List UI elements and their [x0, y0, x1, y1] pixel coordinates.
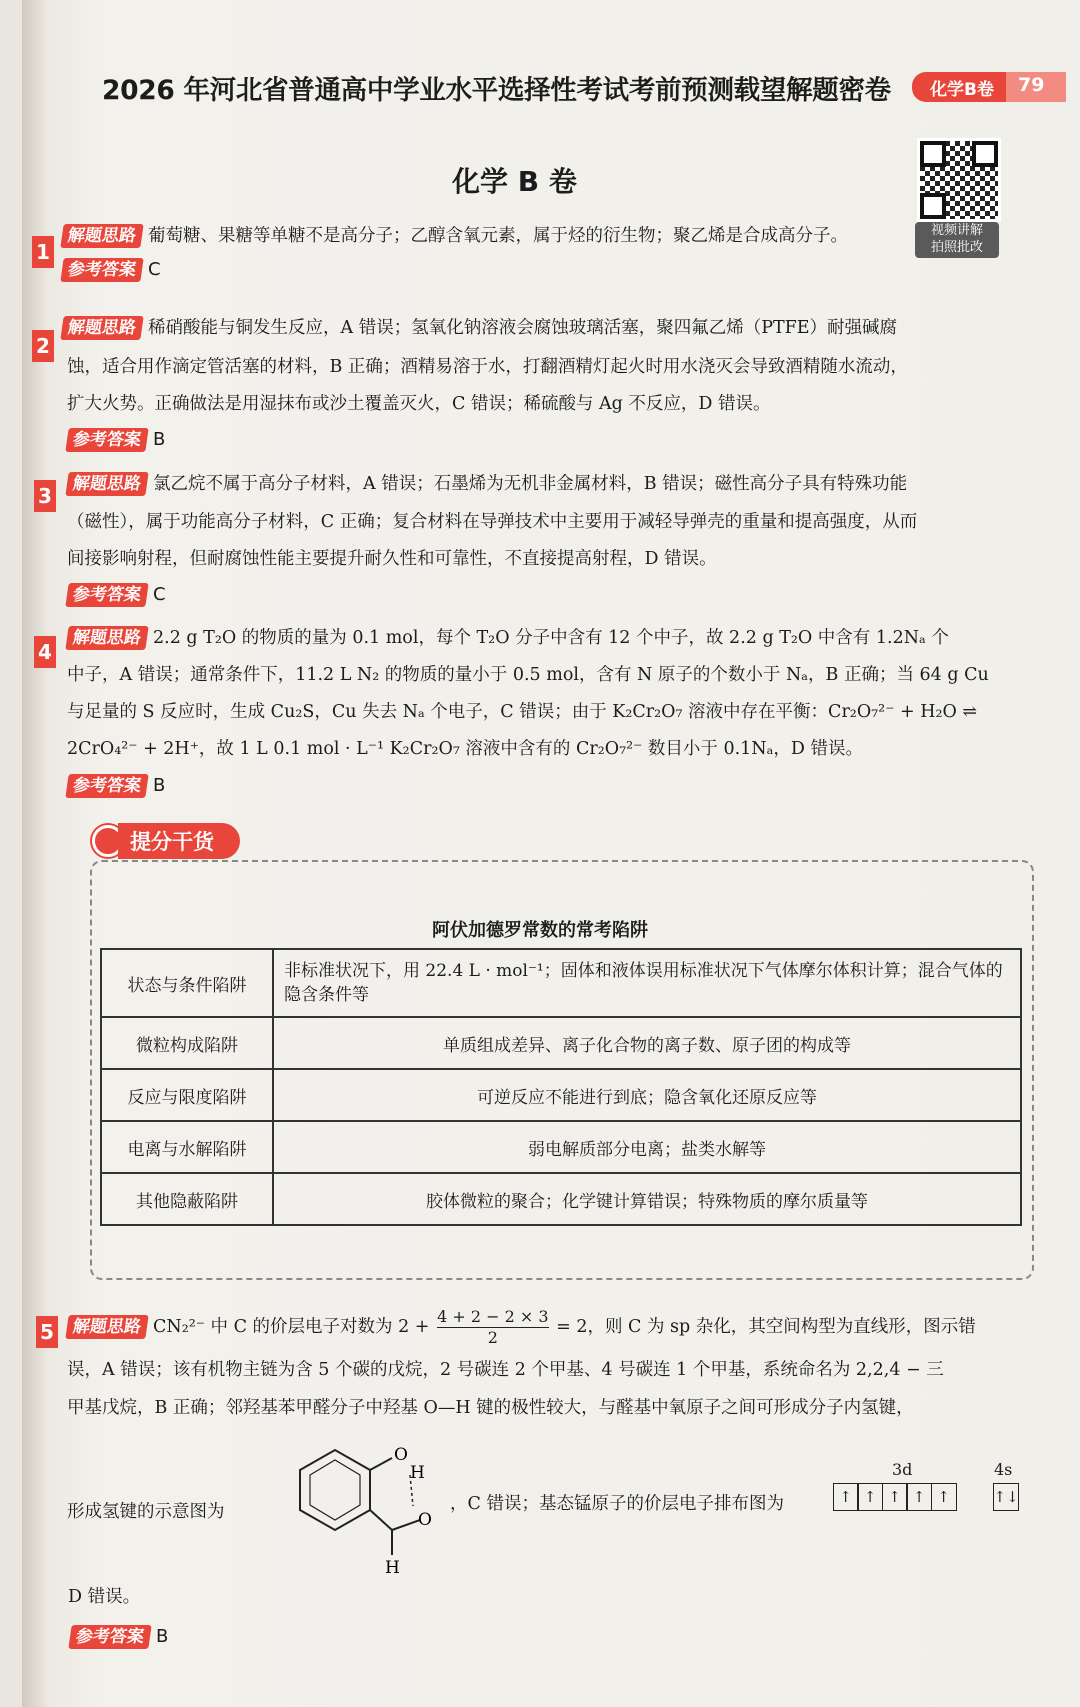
tab-subject: 化学B卷	[912, 72, 1006, 102]
orbital-label: 3d	[892, 1460, 913, 1479]
mol-label: O	[394, 1445, 408, 1465]
hydrogen-bond-diagram	[270, 1440, 450, 1580]
page-number: 79	[1006, 72, 1066, 102]
page-tab	[912, 72, 1080, 102]
q4-line: 中子，A 错误；通常条件下，11.2 L N₂ 的物质的量小于 0.5 mol，含有 N 原子的个数小于 Nₐ，B 正确；当 64 g Cu	[67, 665, 989, 685]
q5-answer: 参考答案 B	[70, 1625, 168, 1649]
q1-answer: 参考答案 C	[62, 258, 161, 282]
answer-tag: 参考答案	[65, 428, 148, 452]
orbital-4s: ↑↓	[994, 1483, 1019, 1511]
q1-line: 解题思路 葡萄糖、果糖等单糖不是高分子；乙醇含氧元素，属于烃的衍生物；聚乙烯是合成高分子。	[62, 224, 848, 248]
fraction: $\frac{4 + 2 - 2 \times 3}{2}$	[437, 1307, 549, 1347]
qr-code-icon[interactable]	[917, 138, 1001, 222]
q3-answer: 参考答案 C	[67, 583, 166, 607]
q2-line: 蚀，适合用作滴定管活塞的材料，B 正确；酒精易溶于水，打翻酒精灯起火时用水浇灭会导致酒精随水流动，	[67, 357, 908, 377]
idea-tag: 解题思路	[65, 1315, 148, 1339]
page-title: 2026 年河北省普通高中学业水平选择性考试考前预测载望解题密卷	[102, 75, 891, 106]
q3-line: 间接影响射程，但耐腐蚀性能主要提升耐久性和可靠性，不直接提高射程，D 错误。	[67, 549, 717, 569]
idea-tag: 解题思路	[65, 472, 148, 496]
q4-answer: 参考答案 B	[67, 774, 165, 798]
q2-line: 解题思路 稀硝酸能与铜发生反应，A 错误；氢氧化钠溶液会腐蚀玻璃活塞，聚四氟乙烯（PTFE）耐强碱腐	[62, 316, 897, 340]
table-row: 其他隐蔽陷阱 胶体微粒的聚合；化学键计算错误；特殊物质的摩尔质量等	[101, 1173, 1021, 1225]
idea-tag: 解题思路	[60, 224, 143, 248]
mol-label: H	[410, 1463, 425, 1483]
q4-line: 2CrO₄²⁻ + 2H⁺，故 1 L 0.1 mol · L⁻¹ K₂Cr₂O₇ 溶液中含有的 Cr₂O₇²⁻ 数目小于 0.1Nₐ，D 错误。	[67, 739, 863, 759]
question-number: 4	[34, 636, 56, 668]
page	[22, 0, 1080, 1707]
orbital-label: 4s	[994, 1460, 1013, 1479]
question-number: 5	[36, 1316, 58, 1348]
tips-banner: 提分干货	[92, 823, 240, 859]
table-row: 状态与条件陷阱 非标准状况下，用 22.4 L · mol⁻¹；固体和液体误用标准状况下气体摩尔体积计算；混合气体的隐含条件等	[101, 949, 1021, 1017]
q5-line: D 错误。	[68, 1587, 141, 1607]
question-number: 1	[32, 236, 54, 268]
answer-tag: 参考答案	[65, 774, 148, 798]
orbital-3d: ↑ ↑ ↑ ↑ ↑	[834, 1483, 957, 1511]
answer-tag: 参考答案	[60, 258, 143, 282]
table-row: 反应与限度陷阱 可逆反应不能进行到底；隐含氧化还原反应等	[101, 1069, 1021, 1121]
mol-label: O	[418, 1510, 432, 1530]
q5-line: 甲基戊烷，B 正确；邻羟基苯甲醛分子中羟基 O—H 键的极性较大，与醛基中氧原子之间可形成分子内氢键，	[67, 1398, 914, 1418]
trap-table	[100, 948, 1022, 1226]
table-row: 微粒构成陷阱 单质组成差异、离子化合物的离子数、原子团的构成等	[101, 1017, 1021, 1069]
idea-tag: 解题思路	[65, 626, 148, 650]
q2-answer: 参考答案 B	[67, 428, 165, 452]
q5-line: 误，A 错误；该有机物主链为含 5 个碳的戊烷，2 号碳连 2 个甲基、4 号碳连 1 个甲基，系统命名为 2,2,4 − 三	[67, 1360, 944, 1380]
idea-tag: 解题思路	[60, 316, 143, 340]
table-row: 电离与水解陷阱 弱电解质部分电离；盐类水解等	[101, 1121, 1021, 1173]
answer-tag: 参考答案	[65, 583, 148, 607]
q3-line: 解题思路 氯乙烷不属于高分子材料，A 错误；石墨烯为无机非金属材料，B 错误；磁性高分子具有特殊功能	[67, 472, 907, 496]
q4-line: 与足量的 S 反应时，生成 Cu₂S，Cu 失去 Nₐ 个电子，C 错误；由于 K₂Cr₂O₇ 溶液中存在平衡：Cr₂O₇²⁻ + H₂O ⇌	[67, 702, 978, 722]
q5-line: 解题思路 CN₂²⁻ 中 C 的价层电子对数为 2 + $\frac{4 + 2 - 2 \times 3}{2}$ = 2，则 C 为 sp 杂化，其空间构型为直线形，图示错	[67, 1305, 976, 1349]
answer-tag: 参考答案	[68, 1625, 151, 1649]
q5-line: ，C 错误；基态锰原子的价层电子排布图为	[450, 1494, 784, 1514]
table-title: 阿伏加德罗常数的常考陷阱	[432, 920, 648, 941]
q2-line: 扩大火势。正确做法是用湿抹布或沙土覆盖灭火，C 错误；稀硫酸与 Ag 不反应，D 错误。	[67, 394, 771, 414]
question-number: 3	[34, 480, 56, 512]
q3-line: （磁性），属于功能高分子材料，C 正确；复合材料在导弹技术中主要用于减轻导弹壳的重量和提高强度，从而	[67, 512, 918, 532]
mol-label: H	[385, 1558, 400, 1578]
q5-line: 形成氢键的示意图为	[67, 1502, 225, 1522]
page-subtitle: 化学 B 卷	[452, 165, 577, 198]
q4-line: 解题思路 2.2 g T₂O 的物质的量为 0.1 mol，每个 T₂O 分子中含有 12 个中子，故 2.2 g T₂O 中含有 1.2Nₐ 个	[67, 626, 949, 650]
qr-caption: 视频讲解 拍照批改	[915, 222, 999, 258]
question-number: 2	[32, 330, 54, 362]
